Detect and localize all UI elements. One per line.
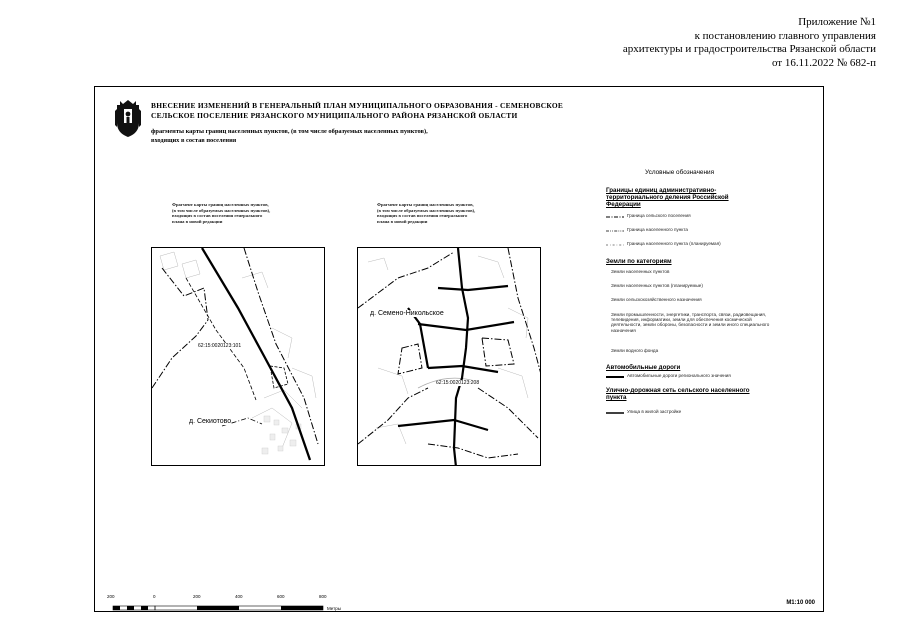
- sheet-title-line: ВНЕСЕНИЕ ИЗМЕНЕНИЙ В ГЕНЕРАЛЬНЫЙ ПЛАН МУНИЦИПАЛЬНОГО ОБРАЗОВАНИЯ - СЕМЕНОВСКОЕ: [151, 101, 564, 110]
- legend-section-street-network: Улично-дорожная сеть сельского населенного пункта: [606, 387, 750, 402]
- sheet-subtitle: [151, 128, 428, 145]
- scale-tick-label: 200: [193, 594, 201, 599]
- appendix-header: [623, 16, 876, 70]
- appendix-line: к постановлению главного управления: [694, 29, 876, 42]
- scale-tick-label: 200: [107, 594, 115, 599]
- appendix-line: архитектуры и градостроительства Рязанской области: [622, 43, 876, 55]
- caption-line: входящих в состав поселения генерального: [172, 213, 263, 219]
- scale-tick-label: 800: [319, 594, 327, 599]
- fragment-caption-left: [172, 202, 270, 224]
- legend-item-label: Граница сельского поселения: [627, 213, 691, 218]
- legend-item-label: Улица в жилой застройке: [627, 409, 682, 414]
- legend-item-label: Граница населенного пункта (планируемая): [627, 241, 721, 246]
- scale-bar: [109, 594, 359, 619]
- cadastral-number-label: 62:15:0020123:208: [436, 380, 480, 386]
- legend-title: Условные обозначения: [645, 169, 715, 176]
- scale-tick-label: 0: [153, 594, 156, 599]
- fragment-caption-right: [377, 202, 475, 224]
- sheet-title-line: СЕЛЬСКОЕ ПОСЕЛЕНИЕ РЯЗАНСКОГО МУНИЦИПАЛЬНОГО РАЙОНА РЯЗАНСКОЙ ОБЛАСТИ: [151, 111, 518, 120]
- map-left-graphic: [152, 248, 325, 466]
- caption-line: (в том числе образуемых населенных пунктов),: [172, 207, 271, 213]
- caption-line: Фрагмент карты границ населенных пунктов,: [172, 202, 269, 207]
- caption-line: плана в новой редакции: [172, 218, 223, 224]
- legend-item-label: Автомобильные дороги регионального значения: [627, 373, 731, 378]
- map-fragment-left: [151, 247, 325, 466]
- sheet-subtitle-line: фрагменты карты границ населенных пунктов, (в том числе образуемых населенных пунктов),: [151, 128, 428, 135]
- legend-item-label: Земли водного фонда: [611, 348, 659, 353]
- caption-line: входящих в состав поселения генерального: [377, 213, 468, 219]
- settlement-label: д. Семено-Никольское: [370, 310, 444, 317]
- legend-item-label: Земли сельскохозяйственного назначения: [611, 297, 702, 302]
- sheet-subtitle-line: входящих в состав поселения: [151, 136, 237, 144]
- scale-tick-label: 400: [235, 594, 243, 599]
- caption-line: Фрагмент карты границ населенных пунктов,: [377, 202, 474, 207]
- map-sheet: [94, 86, 824, 612]
- scale-unit-label: Метры: [327, 606, 341, 611]
- coat-of-arms-icon: [113, 97, 143, 139]
- caption-line: плана в новой редакции: [377, 218, 428, 224]
- legend-section-admin-boundaries: Границы единиц административно-территориального деления Российской Федерации: [606, 187, 729, 209]
- legend-item-label: Земли промышленности, энергетики, транспорта, связи, радиовещания, телевидения, информатики, земли для обеспечения космической деятельности, земли обороны, безопасности и земли иного специального назначения: [611, 312, 770, 333]
- legend-section-roads: Автомобильные дороги: [606, 364, 681, 371]
- settlement-label: д. Секиотово: [189, 418, 232, 425]
- legend-item-label: Граница населенного пункта: [627, 227, 688, 232]
- map-scale-ratio: М1:10 000: [786, 600, 815, 606]
- legend-section-land-categories: Земли по категориям: [606, 258, 672, 265]
- map-right-graphic: [358, 248, 541, 466]
- scale-tick-label: 600: [277, 594, 285, 599]
- sheet-title: [151, 101, 563, 121]
- caption-line: (в том числе образуемых населенных пунктов),: [377, 207, 476, 213]
- map-fragment-right: [357, 247, 541, 466]
- legend-item-label: Земли населенных пунктов (планируемые): [611, 283, 703, 288]
- cadastral-number-label: 62:15:0020123:101: [198, 343, 242, 349]
- appendix-line: Приложение №1: [798, 16, 876, 28]
- appendix-line: от 16.11.2022 № 682-п: [771, 56, 876, 69]
- legend-item-label: Земли населенных пунктов: [611, 269, 670, 274]
